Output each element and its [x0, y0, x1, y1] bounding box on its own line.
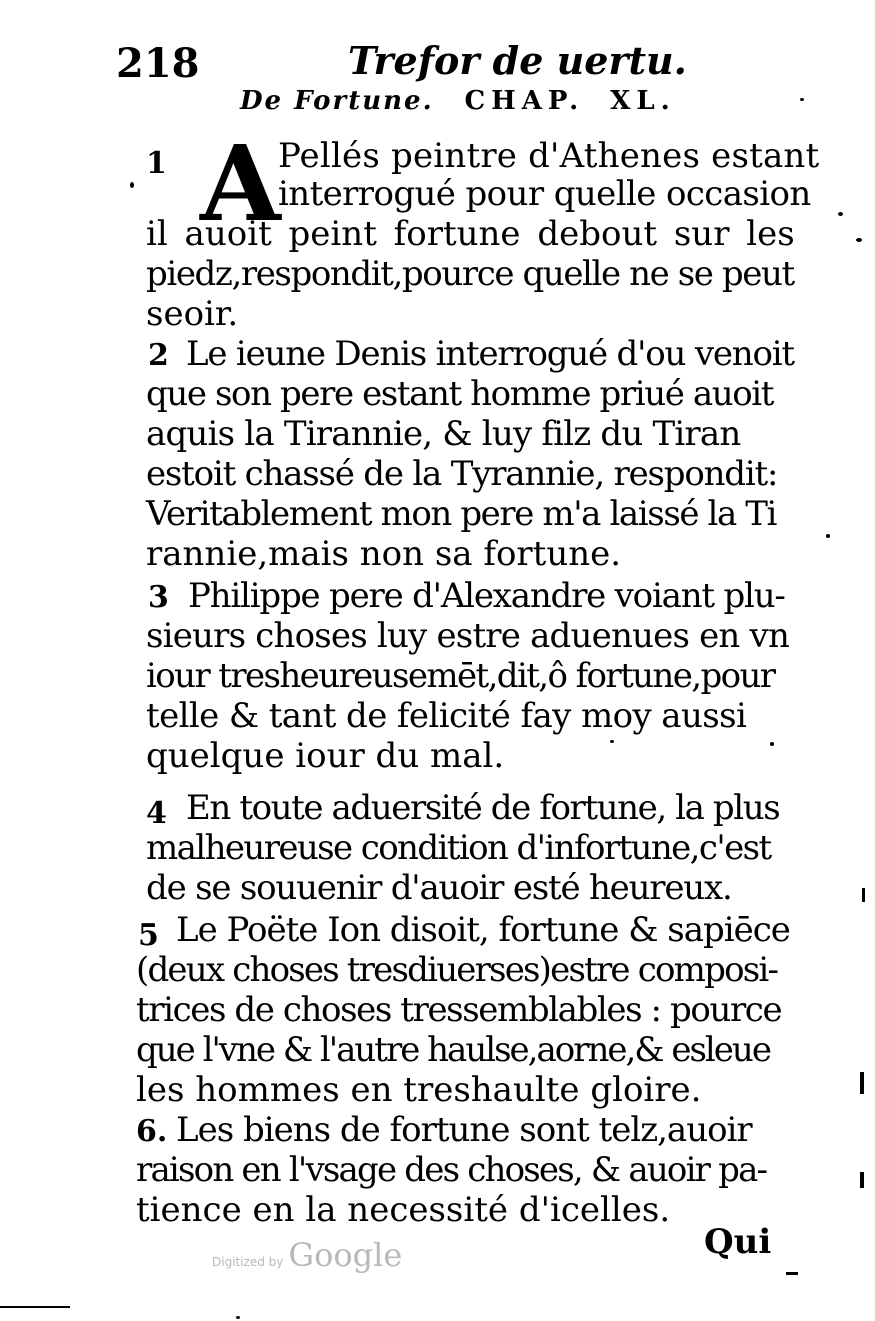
paragraph-marker-5: 5	[138, 918, 159, 953]
text-line: Veritablement mon pere m'a laissé la Ti	[146, 494, 776, 534]
watermark-brand: Google	[288, 1236, 403, 1274]
paragraph-marker-1: 1	[146, 146, 167, 181]
paragraph-marker-2: 2	[148, 338, 169, 373]
chapter-label: CHAP.	[464, 86, 585, 116]
text-line: Pellés peintre d'Athenes estant	[278, 136, 820, 176]
text-line: aquis la Tirannie, & luy filz du Tiran	[146, 414, 741, 454]
text-line: raison en l'vsage des choses, & auoir pa-	[136, 1150, 767, 1190]
text-line: Les biens de fortune sont telz,auoir	[176, 1110, 752, 1150]
text-line: trices de choses tressemblables : pource	[136, 990, 782, 1030]
text-line: tience en la necessité d'icelles.	[136, 1190, 671, 1230]
chapter-heading	[240, 86, 676, 116]
chapter-number: XL.	[610, 86, 676, 116]
text-line: piedz,respondit,pource quelle ne se peut	[146, 254, 794, 294]
chapter-subject: De Fortune.	[240, 86, 434, 116]
scan-speck	[826, 534, 830, 538]
paragraph-marker-4: 4	[146, 796, 167, 831]
text-line: telle & tant de felicité fay moy aussi	[146, 696, 747, 736]
running-title: Trefor de uertu.	[348, 38, 687, 83]
text-line: Philippe pere d'Alexandre voiant plu-	[188, 576, 785, 616]
text-line: malheureuse condition d'infortune,c'est	[146, 828, 771, 868]
text-line: Le Poëte Ion disoit, fortune & sapiēce	[176, 910, 790, 950]
watermark-prefix: Digitized by	[212, 1255, 284, 1269]
text-line: (deux choses tresdiuerses)estre composi-	[136, 950, 778, 990]
edge-mark	[860, 1172, 864, 1188]
text-line: de se souuenir d'auoir esté heureux.	[146, 868, 732, 908]
text-line: que son pere estant homme priué auoit	[146, 374, 774, 414]
digitized-watermark	[212, 1236, 402, 1274]
scan-speck	[130, 182, 134, 188]
text-line: Le ieune Denis interrogué d'ou venoit	[186, 334, 794, 374]
catchword: Qui	[704, 1222, 772, 1262]
text-line: les hommes en treshaulte gloire.	[136, 1070, 702, 1110]
text-line: que l'vne & l'autre haulse,aorne,& esleue	[136, 1030, 770, 1070]
paragraph-marker-3: 3	[148, 580, 169, 615]
text-line: estoit chassé de la Tyrannie, respondit:	[146, 454, 778, 494]
drop-capital: A	[200, 122, 281, 245]
scan-speck	[800, 98, 804, 101]
scan-speck	[610, 740, 614, 743]
text-line: interrogué pour quelle occasion	[278, 174, 811, 214]
scan-speck	[770, 742, 774, 746]
edge-mark	[860, 1072, 864, 1094]
paragraph-marker-6: 6.	[136, 1114, 168, 1149]
text-line: il auoit peint fortune debout sur les	[146, 214, 795, 254]
page-number: 218	[116, 40, 200, 87]
edge-mark	[786, 1272, 798, 1275]
edge-mark	[862, 888, 865, 902]
text-line: seoir.	[146, 294, 239, 334]
text-line: quelque iour du mal.	[146, 736, 505, 776]
scan-speck	[856, 238, 862, 242]
text-line: iour tresheureusemēt,dit,ô fortune,pour	[146, 656, 775, 696]
edge-mark	[0, 1306, 70, 1308]
text-line: sieurs choses luy estre aduenues en vn	[146, 616, 790, 656]
text-line: rannie,mais non sa fortune.	[146, 534, 622, 574]
text-line: En toute aduersité de fortune, la plus	[186, 788, 780, 828]
scan-speck	[236, 1316, 240, 1319]
scan-speck	[838, 212, 843, 216]
